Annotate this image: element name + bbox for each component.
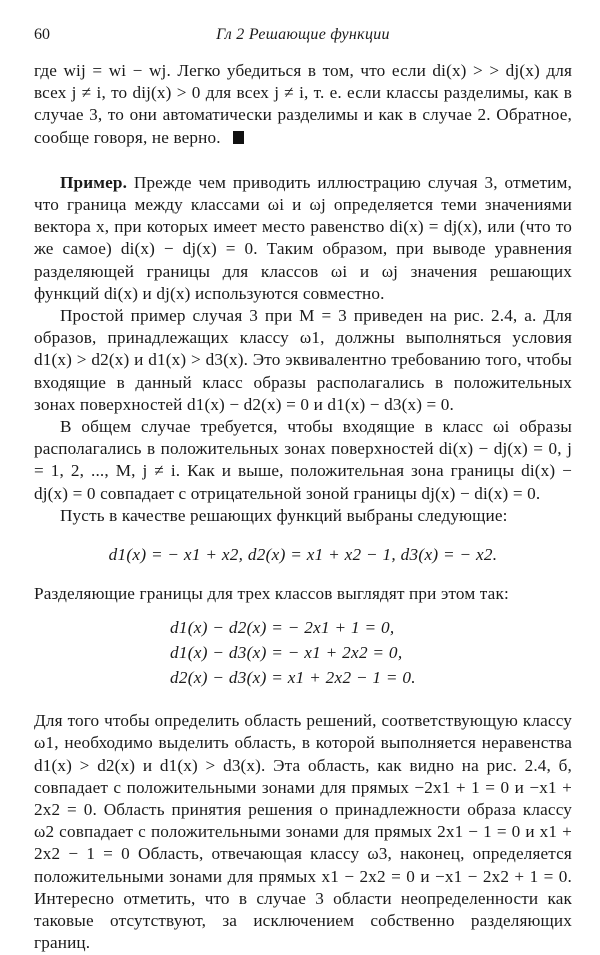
boundary-equation-3: d2(x) − d3(x) = x1 + 2x2 − 1 = 0. <box>170 668 416 688</box>
paragraph-5: Пусть в качестве решающих функций выбраны следующие: <box>60 505 508 525</box>
running-title: Гл 2 Решающие функции <box>216 26 390 43</box>
paragraph-4: В общем случае требуется, чтобы входящие в класс ωi образы располагались в положительных зонах поверхностей di(x) − dj(x) = 0, j = 1, 2, ..., M, j ≠ i. Как и выше, положительная зона границы di(x) − dj(x) = 0 совпадает с отрицательной зоной границы dj(x) − di(x) = 0. <box>34 417 572 503</box>
end-of-proof-mark <box>233 131 244 144</box>
paragraph-1-text: где wij = wi − wj. Легко убедиться в том, что если di(x) > > dj(x) для всех j ≠ i, то dij(x) > 0 для всех j ≠ i, т. е. если классы разделимы, как в случае 3, то они автоматически разделимы и как в случае 2. Обратное, сообще говоря, не верно. <box>34 61 572 147</box>
paragraph-1 <box>34 60 572 149</box>
paragraph-example <box>34 172 572 305</box>
paragraph-7: Для того чтобы определить область решений, соответствующую классу ω1, необходимо выделить область, в которой выполняется неравенства d1(x) > d2(x) и d1(x) > d3(x). Эта область, как видно на рис. 2.4, б, совпадает с положительными зонами для прямых −2x1 + 1 = 0 и −x1 + 2x2 = 0. Область принятия решения о принадлежности образа классу ω2 совпадает с положительными зонами для прямых 2x1 − 1 = 0 и x1 + 2x2 − 1 = 0 Область, отвечающая классу ω3, наконец, определяется положительными зонами для прямых x1 − 2x2 = 0 и −x1 − 2x2 + 1 = 0. Интересно отметить, что в случае 3 области неопределенности как таковые отсутствуют, за исключением собственно разделяющих границ. <box>34 711 572 953</box>
boundary-equation-2: d1(x) − d3(x) = − x1 + 2x2 = 0, <box>170 643 403 663</box>
boundary-equation-1: d1(x) − d2(x) = − 2x1 + 1 = 0, <box>170 618 395 638</box>
paragraph-3: Простой пример случая 3 при M = 3 приведен на рис. 2.4, а. Для образов, принадлежащих классу ω1, должны выполняться условия d1(x) > d2(x) и d1(x) > d3(x). Это эквивалентно требованию того, чтобы входящие в данный класс образы располагались в положительных зонах поверхностей d1(x) − d2(x) = 0 и d1(x) − d3(x) = 0. <box>34 306 572 414</box>
boundary-equations <box>170 615 572 690</box>
paragraph-example-text: Прежде чем приводить иллюстрацию случая 3, отметим, что граница между классами ωi и ωj определяется теми значениями вектора x, при которых имеет место равенство di(x) = dj(x), или (что то же самое) di(x) − dj(x) = 0. Таким образом, при выводе уравнения разделяющей границы для классов ωi и ωj значения решающих функций di(x) и dj(x) используются совместно. <box>34 172 572 303</box>
decision-functions-equation: d1(x) = − x1 + x2, d2(x) = x1 + x2 − 1, d3(x) = − x2. <box>108 545 498 565</box>
example-label: Пример. <box>60 172 128 192</box>
book-page <box>34 22 572 955</box>
paragraph-6: Разделяющие границы для трех классов выглядят при этом так: <box>34 584 509 604</box>
page-number: 60 <box>34 26 50 43</box>
page-header <box>34 22 572 48</box>
